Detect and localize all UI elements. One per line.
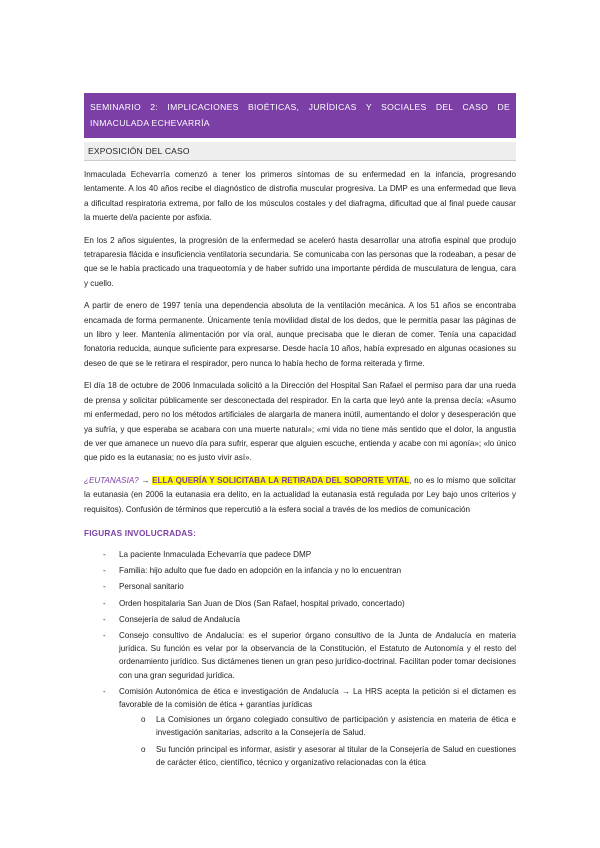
paragraph-1: Inmaculada Echevarría comenzó a tener los primeros síntomas de su enfermedad en la infancia, progresando lentamente. A los 40 años recibe el diagnóstico de distrofia muscular progresiva. La DMP es una enfermedad que lleva a dificultad respiratoria extrema, por fallo de los músculos costales y del diafragma, dificultad que al final puede causar la muerte del/a paciente por asfixia. — [84, 170, 516, 223]
sub-list-item-text: Su función principal es informar, asistir y asesorar al titular de la Consejería de Salud en cuestiones de carácter ético, científico, técnico y organizativo relacionadas con la ética — [156, 744, 516, 767]
dash-bullet: - — [103, 686, 106, 696]
list-item-text: Consejo consultivo de Andalucía: es el superior órgano consultivo de la Junta de Andalucía en materia jurídica. Su función es velar por la observancia de la Constitución, el Estatuto de Autonomía y el resto del ordenamiento jurídico. Sus dictámenes tienen un gran peso jurídico-doctrinal. Facilitan poder tomar decisiones con una gran seguridad jurídica. — [119, 630, 516, 680]
list-item — [84, 597, 516, 610]
list-item-text: Orden hospitalaria San Juan de Dios (San Rafael, hospital privado, concertado) — [119, 598, 405, 608]
arrow-symbol: → — [141, 475, 150, 485]
list-item — [84, 580, 516, 593]
circle-bullet: o — [141, 715, 146, 725]
list-item-text: Familia: hijo adulto que fue dado en adopción en la infancia y no lo encuentran — [119, 566, 402, 576]
list-item — [84, 613, 516, 626]
sub-list — [119, 713, 516, 769]
list-item — [84, 629, 516, 682]
list-item-text: La paciente Inmaculada Echevarría que padece DMP — [119, 549, 312, 559]
list-item-text: Personal sanitario — [119, 582, 184, 592]
seminar-title-banner — [84, 93, 516, 138]
dash-bullet: - — [103, 630, 106, 640]
sub-list-item-text: La Comisiones un órgano colegiado consultivo de participación y asistencia en materia de ética e investigación sanitarias, adscrito a la Consejería de Salud. — [156, 715, 516, 738]
dash-bullet: - — [103, 598, 106, 608]
figures-list — [84, 548, 516, 769]
euthanasia-question: ¿EUTANASIA? — [84, 475, 139, 485]
dash-bullet: - — [103, 614, 106, 624]
list-item — [84, 685, 516, 769]
paragraph-5-rest: , no es lo mismo que solicitar la eutanasia (en 2006 la eutanasia era delito, en la actualidad la eutanasia está regulada por Ley bajo unos criterios y requisitos). Confusión de términos que repercutió a la esfera social a través de los medios de comunicación — [84, 475, 516, 514]
dash-bullet: - — [103, 566, 106, 576]
paragraph-3: A partir de enero de 1997 tenía una dependencia absoluta de la ventilación mecánica. A los 51 años se encontraba encamada de forma permanente. Únicamente tenía movilidad distal de los dedos, que le permitía pasar las páginas de un libro y leer. Mantenía alimentación por vía oral, aunque precisaba que le dieran de comer. Tenía una capacidad fonatoria reducida, aunque suficiente para expresarse. Desde hacía 10 años, había expresado en algunas ocasiones su deseo de que se le retirara el respirador, pero nunca lo había hecho de forma reiterada y firme. — [84, 301, 516, 368]
section-heading — [84, 142, 516, 161]
dash-bullet: - — [103, 582, 106, 592]
list-item-text: Consejería de salud de Andalucía — [119, 614, 241, 624]
highlighted-statement: ELLA QUERÍA Y SOLICITABA LA RETIRADA DEL SOPORTE VITAL — [152, 475, 410, 485]
list-item — [84, 548, 516, 561]
figures-heading: FIGURAS INVOLUCRADAS: — [84, 528, 197, 538]
list-item-text: Comisión Autonómica de ética e investigación de Andalucía → La HRS acepta la petición si el dictamen es favorable de la comisión de ética + garantías jurídicas — [119, 686, 516, 709]
seminar-title: SEMINARIO 2: IMPLICACIONES BIOÉTICAS, JURÍDICAS Y SOCIALES DEL CASO DE INMACULADA ECHEVARRÍA — [90, 102, 510, 128]
circle-bullet: o — [141, 744, 146, 754]
paragraph-5 — [84, 474, 516, 517]
paragraph-4: El día 18 de octubre de 2006 Inmaculada solicitó a la Dirección del Hospital San Rafael el permiso para dar una rueda de prensa y solicitar públicamente ser desconectada del respirador. En la carta que leyó ante la prensa decía: «Asumo mi enfermedad, pero no los métodos artificiales de alargarla de manera inútil, aumentando el dolor y desesperación que ya sufría, y que esperaba se acabara con una muerte natural»; «mi vida no tiene más sentido que el dolor, la angustia de ver que amanece un nuevo día para sufrir, esperar que alguien escuche, entienda y acabe con mi agonía»; «lo único que pido es la eutanasia; no es justo vivir así». — [84, 381, 516, 463]
sub-list-item — [119, 743, 516, 769]
sub-list-item — [119, 713, 516, 739]
dash-bullet: - — [103, 549, 106, 559]
list-item — [84, 564, 516, 577]
section-heading-text: EXPOSICIÓN DEL CASO — [88, 146, 190, 156]
paragraph-2: En los 2 años siguientes, la progresión de la enfermedad se aceleró hasta desarrollar una atrofia espinal que produjo tetraparesia flácida e insuficiencia ventilatoria secundaria. Se comunicaba con las personas que la rodeaban, a pesar de que se le había practicado una traqueotomía y de haber sufrido una importante pérdida de musculatura de lengua, cara y cuello. — [84, 235, 516, 288]
document-page — [84, 93, 516, 772]
